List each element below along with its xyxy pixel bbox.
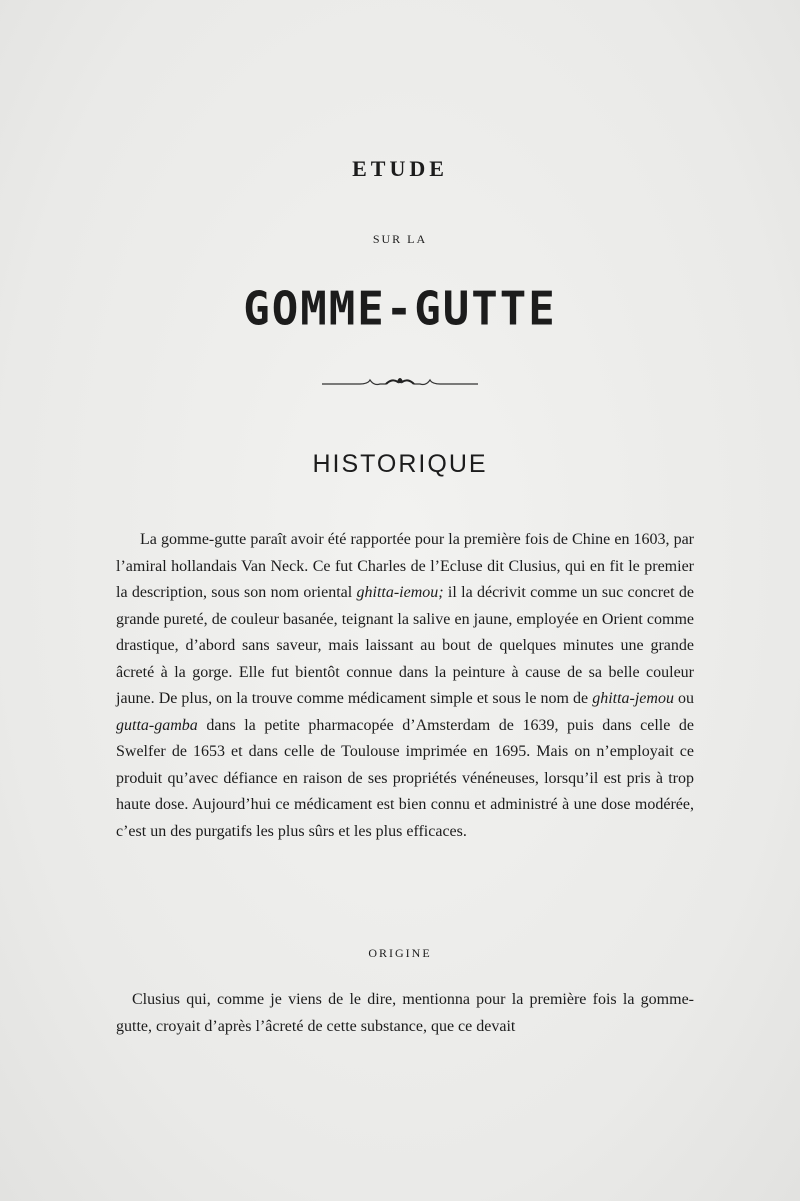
section-title-historique: HISTORIQUE (312, 450, 488, 478)
paragraph-text: La gomme-gutte paraît avoir été rapportée pour la première fois de Chine en 1603, par l’amiral hollandais Van Neck. Ce fut Charles de l’Ecluse dit Clusius, qui en fit le premier la description, sous son nom oriental (116, 531, 694, 601)
heading-etude: ETUDE (352, 156, 448, 181)
italic-term: ghitta-jemou (592, 690, 674, 707)
flourish-icon (320, 370, 480, 394)
ornament-divider (0, 370, 800, 394)
paragraph-text: dans la petite pharmacopée d’Amsterdam de 1639, puis dans celle de Swelfer de 1653 et dans celle de Toulouse imprimée en 1695. Mais on n’employait ce produit qu’avec défiance en raison de ses propriétés vénéneuses, lorsqu’il est pris à trop haute dose. Aujourd’hui ce médicament est bien connu et administré à une dose modérée, c’est un des purgatifs les plus sûrs et les plus efficaces. (116, 716, 694, 840)
paragraph-historique (116, 527, 694, 845)
heading-sur-la: SUR LA (372, 232, 428, 246)
paragraph-text: ou (673, 690, 695, 707)
main-title: GOMME-GUTTE (243, 282, 557, 337)
paragraph-text: il la décrivit comme un suc concret de grande pureté, de couleur basanée, teignant la salive en jaune, employée en Orient comme drastique, d’abord sans saveur, mais laissant au bout de quelques minutes une grande âcreté à la gorge. Elle fut bientôt connue dans la peinture à cause de sa belle couleur jaune. De plus, on la trouve comme médicament simple et sous le nom de (116, 584, 695, 707)
paragraph-origine: Clusius qui, comme je viens de le dire, mentionna pour la première fois la gomme-gutte, croyait d’après l’âcreté de cette substance, que ce devait (116, 991, 694, 1035)
section-title-origine: ORIGINE (368, 946, 432, 960)
italic-term: gutta-gamba (116, 716, 198, 734)
italic-term: ghitta-iemou; (356, 584, 444, 601)
